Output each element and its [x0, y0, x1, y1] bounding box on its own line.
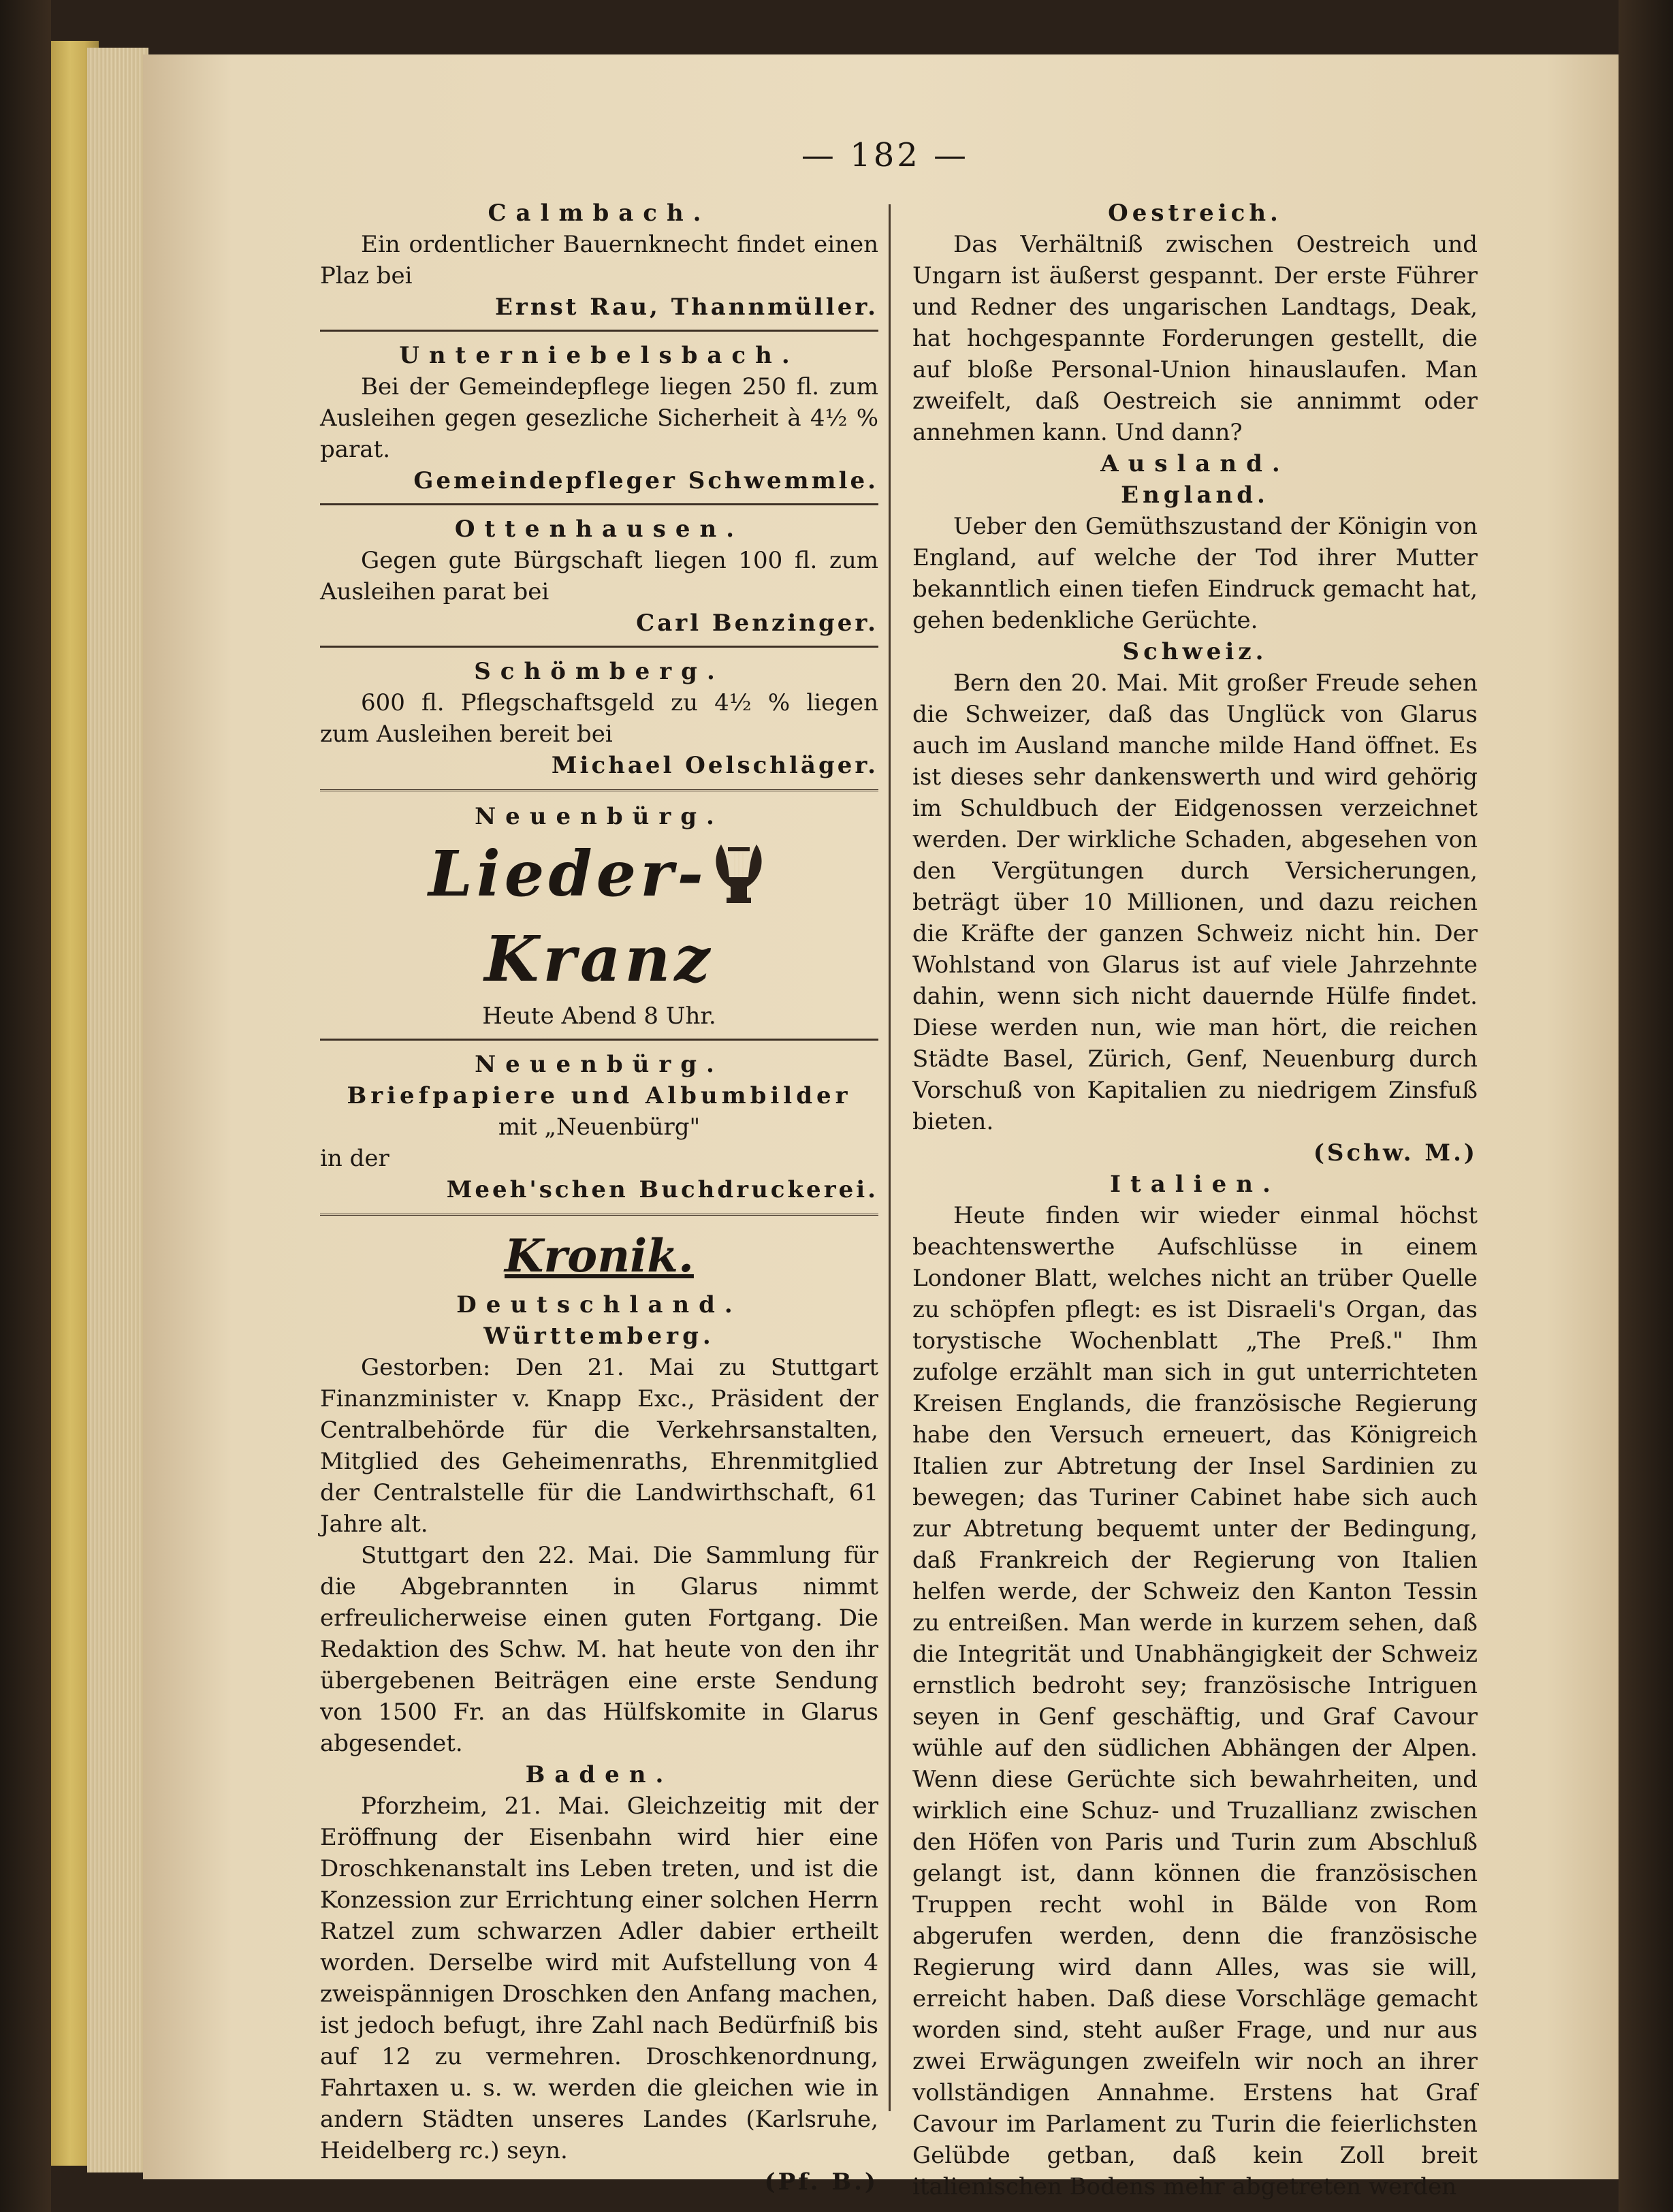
briefpapiere-line: Briefpapiere und Albumbilder: [347, 1081, 852, 1109]
ottenhausen-signature: Carl Benzinger.: [636, 610, 878, 637]
england-text: Ueber den Gemüthszustand der Königin von England, auf welche der Tod ihrer Mutter bekanntlich einen tiefen Eindruck gemacht hat, gehen bedenkliche Gerüchte.: [912, 513, 1478, 634]
page-number: — 182 —: [801, 136, 970, 174]
deutschland-heading: Deutschland.: [456, 1291, 742, 1318]
schoemberg-text: 600 fl. Pflegschaftsgeld zu 4½ % liegen zum Ausleihen bereit bei: [320, 689, 878, 748]
calmbach-text: Ein ordentlicher Bauernknecht findet einen Plaz bei: [320, 231, 878, 289]
column-divider: [889, 204, 891, 2111]
buchdruckerei-signature: Meeh'schen Buchdruckerei.: [446, 1175, 878, 1203]
ottenhausen-heading: Ottenhausen.: [454, 516, 744, 543]
baden-heading: Baden.: [525, 1760, 673, 1788]
briefpapiere-line-3: in der: [320, 1144, 389, 1172]
schoemberg-heading: Schömberg.: [474, 658, 724, 685]
pforzheim-source: (Pf. B.): [764, 2168, 878, 2196]
separator: [320, 646, 878, 648]
separator: [320, 330, 878, 332]
oestreich-heading: Oestreich.: [1108, 200, 1282, 227]
liederkranz-title: [320, 836, 878, 996]
liederkranz-title-right: Kranz: [484, 921, 714, 996]
calmbach-heading: Calmbach.: [488, 200, 711, 227]
england-heading: England.: [1121, 481, 1269, 509]
separator: [320, 789, 878, 791]
page-edges: [87, 48, 148, 2172]
ottenhausen-text: Gegen gute Bürgschaft liegen 100 fl. zum Ausleihen parat bei: [320, 547, 878, 605]
gestorben-text: Gestorben: Den 21. Mai zu Stuttgart Finanzminister v. Knapp Exc., Präsident der Centralbehörde für die Verkehrsanstalten, Mitglied des Geheimenraths, Ehrenmitglied der Centralstelle für die Landwirthschaft, 61 Jahre alt.: [320, 1353, 878, 1538]
pforzheim-text: Pforzheim, 21. Mai. Gleichzeitig mit der Eröffnung der Eisenbahn wird hier eine Droschkenanstalt ins Leben treten, und ist die Konzession zur Errichtung einer solchen Herrn Ratzel zum schwarzen Adler dabier ertheilt worden. Derselbe wird mit Aufstellung von 4 zweispännigen Droschken den Anfang machen, ist jedoch befugt, ihre Zahl nach Bedürfniß bis auf 12 zu vermehren. Droschkenordnung, Fahrtaxen u. s. w. werden die gleichen wie in andern Städten unseres Landes (Karlsruhe, Heidelberg rc.) seyn.: [320, 1792, 878, 2164]
wuerttemberg-heading: Württemberg.: [483, 1322, 715, 1350]
calmbach-signature: Ernst Rau, Thannmüller.: [495, 294, 878, 321]
unterniebelsbach-heading: Unterniebelsbach.: [399, 342, 799, 369]
italien-heading: Italien.: [1110, 1171, 1280, 1198]
right-column: [912, 198, 1478, 2202]
briefpapiere-line-2: mit „Neuenbürg": [498, 1113, 701, 1141]
ausland-heading: Ausland.: [1100, 450, 1290, 477]
neuenbuerg-heading-2: Neuenbürg.: [475, 1050, 724, 1078]
separator: [320, 1039, 878, 1041]
separator: [320, 1214, 878, 1216]
liederkranz-subtitle: Heute Abend 8 Uhr.: [482, 1002, 716, 1030]
lyre-icon: [712, 838, 766, 921]
book-cover-right: [1619, 0, 1673, 2212]
kronik-title: Kronik.: [505, 1229, 694, 1282]
oestreich-text: Das Verhältniß zwischen Oestreich und Ungarn ist äußerst gespannt. Der erste Führer und Redner des ungarischen Landtags, Deak, hat hochgespannte Forderungen gestellt, die auf bloße Personal-Union hinauslaufen. Man zweifelt, daß Oestreich sie annimmt oder annehmen kann. Und dann?: [912, 231, 1478, 446]
unterniebelsbach-signature: Gemeindepfleger Schwemmle.: [413, 467, 878, 494]
unterniebelsbach-text: Bei der Gemeindepflege liegen 250 fl. zum Ausleihen gegen gesezliche Sicherheit à 4½ % parat.: [320, 373, 878, 463]
bern-source: (Schw. M.): [1313, 1139, 1478, 1167]
schweiz-heading: Schweiz.: [1122, 638, 1268, 665]
schoemberg-signature: Michael Oelschläger.: [551, 752, 878, 779]
neuenbuerg-heading: Neuenbürg.: [475, 803, 724, 830]
book-cover-left: [0, 0, 51, 2212]
left-column: [320, 198, 878, 2198]
liederkranz-title-left: Lieder-: [428, 837, 707, 911]
stuttgart-text: Stuttgart den 22. Mai. Die Sammlung für die Abgebrannten in Glarus nimmt erfreulicherweise einen guten Fortgang. Die Redaktion des Schw. M. hat heute von den ihr übergebenen Beiträgen eine erste Sendung von 1500 Fr. an das Hülfskomite in Glarus abgesendet.: [320, 1541, 878, 1757]
separator: [320, 503, 878, 505]
bern-text: Bern den 20. Mai. Mit großer Freude sehen die Schweizer, daß das Unglück von Glarus auch im Ausland manche milde Hand öffnet. Es ist dieses sehr dankenswerth und wird gehörig im Schuldbuch der Eidgenossen verzeichnet werden. Der wirkliche Schaden, abgesehen von den Vergütungen durch Versicherungen, beträgt über 10 Millionen, und dazu reichen die Kräfte der ganzen Schweiz nicht hin. Der Wohlstand von Glarus ist auf viele Jahrzehnte dahin, wenn sich nicht dauernde Hülfe findet. Diese werden nun, wie man hört, die reichen Städte Basel, Zürich, Genf, Neuenburg durch Vorschuß von Kapitalien zu niedrigem Zinsfuß bieten.: [912, 669, 1478, 1135]
italien-text: Heute finden wir wieder einmal höchst beachtenswerthe Aufschlüsse in einem Londoner Blatt, welches nicht an trüber Quelle zu schöpfen pflegt: es ist Disraeli's Organ, das torystische Wochenblatt „The Preß." Ihm zufolge erzählt man sich in gut unterrichteten Kreisen Englands, die französische Regierung habe den Versuch erneuert, das Königreich Italien zur Abtretung der Insel Sardinien zu bewegen; das Turiner Cabinet habe sich auch zur Abtretung bequemt unter der Bedingung, daß Frankreich der Regierung von Italien helfen werde, der Schweiz den Kanton Tessin zu entreißen. Man werde in kurzem sehen, daß die Integrität und Unabhängigkeit der Schweiz ernstlich bedroht sey; französische Intriguen seyen in Genf geschäftig, und Graf Cavour wühle auf den südlichen Abhängen der Alpen. Wenn diese Gerüchte sich bewahrheiten, und wirklich eine Schuz- und Truzallianz zwischen den Höfen von Paris und Turin zum Abschluß gelangt ist, dann können die französischen Truppen recht wohl in Bälde von Rom abgerufen werden, denn die französische Regierung wird dann Alles, was sie will, erreicht haben. Daß diese Vorschläge gemacht worden sind, steht außer Frage, und nur aus zwei Erwägungen zweifeln wir noch an ihrer vollständigen Annahme. Erstens hat Graf Cavour im Parlament zu Turin die feierlichsten Gelübde getban, daß kein Zoll breit italienischen Bodens mehr abgetreten werden: [912, 1202, 1478, 2200]
